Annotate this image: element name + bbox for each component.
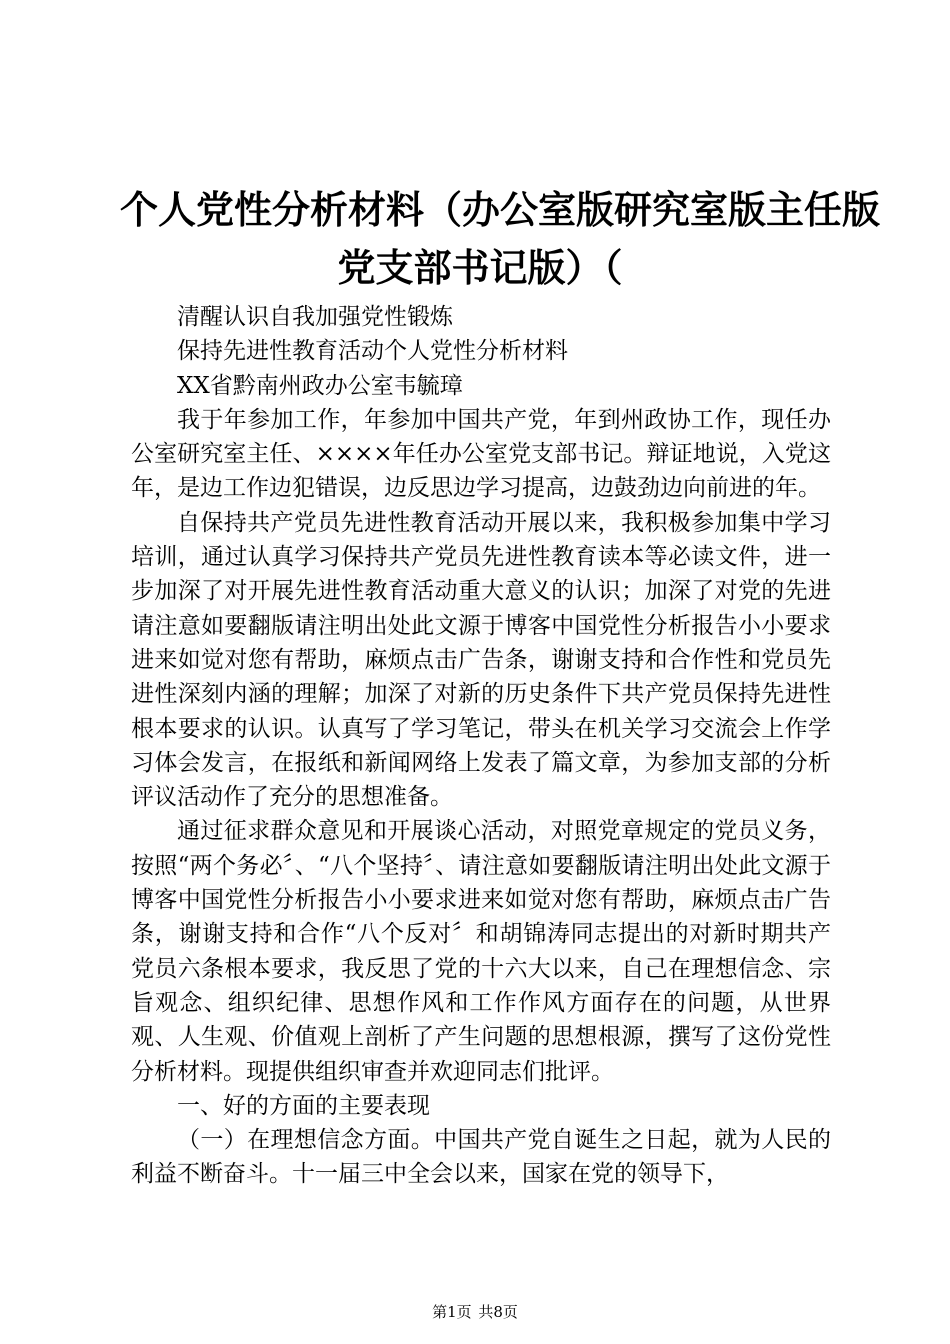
body-paragraph: （一）在理想信念方面。中国共产党自诞生之日起，就为人民的利益不断奋斗。十一届三中全会以来，国家在党的领导下， [131, 1127, 831, 1188]
document-body [131, 300, 831, 1192]
page-number: 第1页 [432, 1303, 472, 1321]
page-footer [0, 1302, 950, 1322]
material-name-paragraph: 保持先进性教育活动个人党性分析材料 [177, 338, 568, 365]
body-paragraph: 通过征求群众意见和开展谈心活动，对照党章规定的党员义务，按照“两个务必〞、“八个坚持〞、请注意如要翻版请注明出处此文源于博客中国党性分析报告小小要求进来如觉对您有帮助，麻烦点击广告条，谢谢支持和合作“八个反对〞和胡锦涛同志提出的对新时期共产党员六条根本要求，我反思了党的十六大以来，自己在理想信念、宗旨观念、组织纪律、思想作风和工作作风方面存在的问题，从世界观、人生观、价值观上剖析了产生问题的思想根源，撰写了这份党性分析材料。现提供组织审查并欢迎同志们批评。 [131, 818, 831, 1085]
author-paragraph: XX省黔南州政办公室韦毓璋 [177, 372, 463, 399]
body-paragraph: 我于年参加工作，年参加中国共产党，年到州政协工作，现任办公室研究室主任、××××年任办公室党支部书记。辩证地说，入党这年，是边工作边犯错误，边反思边学习提高，边鼓劲边向前进的年。 [131, 406, 831, 502]
document-title-line-2: 党支部书记版）（ [337, 246, 623, 290]
section-heading: 一、好的方面的主要表现 [177, 1092, 430, 1119]
page-total: 共8页 [478, 1303, 518, 1321]
subtitle-paragraph: 清醒认识自我加强党性锻炼 [177, 304, 453, 330]
document-title-line-1: 个人党性分析材料（办公室版研究室版主任版 [120, 188, 881, 232]
body-paragraph: 自保持共产党员先进性教育活动开展以来，我积极参加集中学习培训，通过认真学习保持共产党员先进性教育读本等必读文件，进一步加深了对开展先进性教育活动重大意义的认识；加深了对党的先进请注意如要翻版请注明出处此文源于博客中国党性分析报告小小要求进来如觉对您有帮助，麻烦点击广告条，谢谢支持和合作性和党员先进性深刻内涵的理解；加深了对新的历史条件下共产党员保持先进性根本要求的认识。认真写了学习笔记，带头在机关学习交流会上作学习体会发言，在报纸和新闻网络上发表了篇文章，为参加支部的分析评议活动作了充分的思想准备。 [131, 509, 831, 811]
